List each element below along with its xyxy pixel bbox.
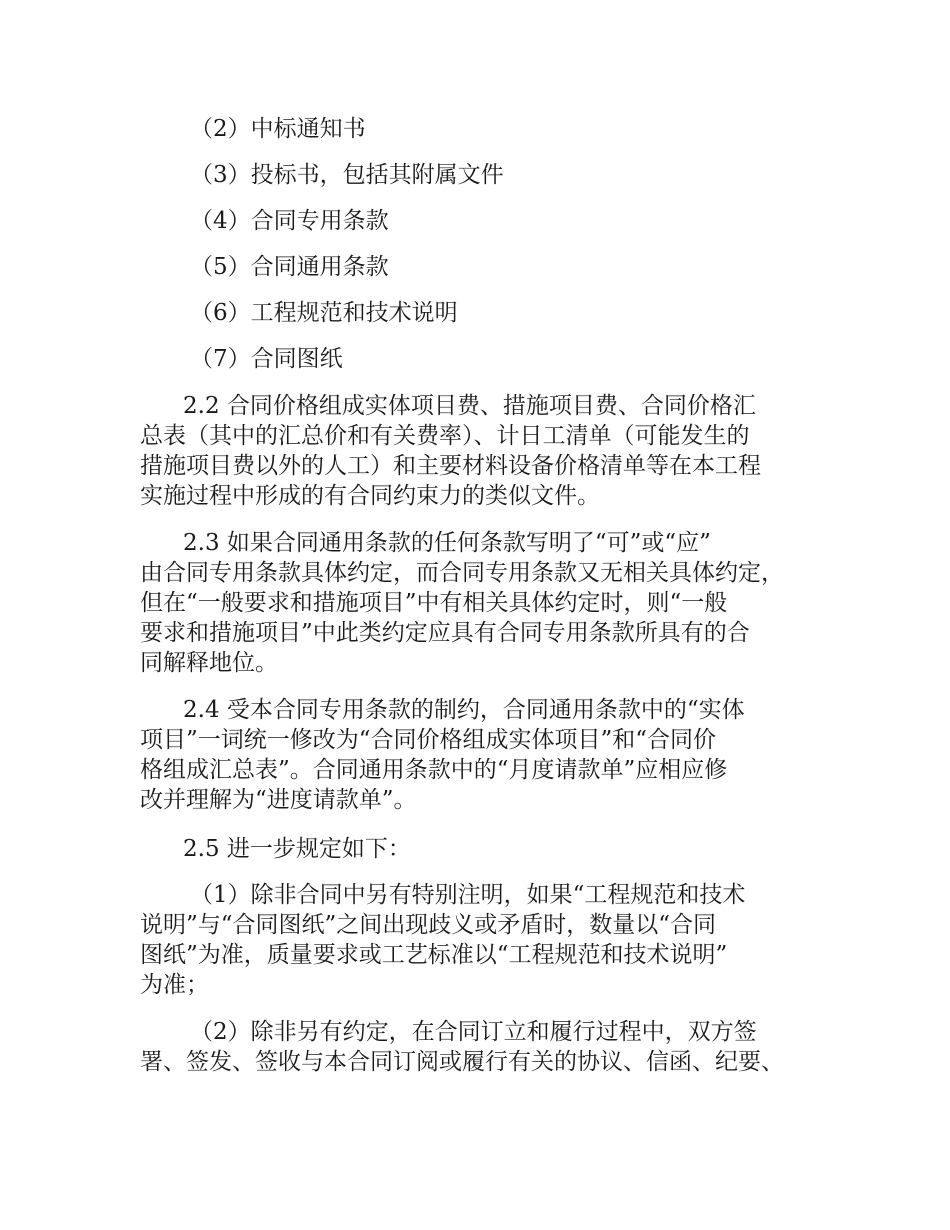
para-2-3-line-4: 要求和措施项目”中此类约定应具有合同专用条款所具有的合 (140, 620, 750, 646)
sub-2-line-2: 署、签发、签收与本合同订阅或履行有关的协议、信函、纪要、 (140, 1049, 784, 1075)
sub-1-line-1: （1）除非合同中另有特别注明，如果“工程规范和技术 (190, 882, 746, 908)
para-2-3-line-2: 由合同专用条款具体约定，而合同专用条款又无相关具体约定， (140, 560, 784, 586)
list-item-4: （4）合同专用条款 (190, 208, 389, 234)
para-2-3-line-5: 同解释地位。 (140, 650, 278, 676)
sub-1-line-4: 为准； (140, 972, 209, 998)
para-2-4-line-2: 项目”一词统一修改为“合同价格组成实体项目”和“合同价 (140, 727, 717, 753)
para-2-2-line-4: 实施过程中形成的有合同约束力的类似文件。 (140, 483, 600, 509)
list-item-3: （3）投标书，包括其附属文件 (190, 162, 504, 188)
para-2-4-line-4: 改并理解为“进度请款单”。 (140, 787, 417, 813)
sub-1-line-2: 说明”与“合同图纸”之间出现歧义或矛盾时，数量以“合同 (140, 912, 717, 938)
para-2-4-line-1: 2.4 受本合同专用条款的制约，合同通用条款中的“实体 (183, 697, 745, 723)
list-item-5: （5）合同通用条款 (190, 254, 389, 280)
sub-1-line-3: 图纸”为准，质量要求或工艺标准以“工程规范和技术说明” (140, 942, 728, 968)
para-2-2-line-3: 措施项目费以外的人工）和主要材料设备价格清单等在本工程 (140, 453, 761, 479)
list-item-2: （2）中标通知书 (190, 116, 366, 142)
para-2-3-line-1: 2.3 如果合同通用条款的任何条款写明了“可”或“应” (183, 530, 711, 556)
para-2-5: 2.5 进一步规定如下： (183, 836, 411, 862)
list-item-7: （7）合同图纸 (190, 346, 343, 372)
para-2-4-line-3: 格组成汇总表”。合同通用条款中的“月度请款单”应相应修 (140, 757, 728, 783)
sub-2-line-1: （2）除非另有约定，在合同订立和履行过程中，双方签 (190, 1019, 757, 1045)
para-2-2-line-1: 2.2 合同价格组成实体项目费、措施项目费、合同价格汇 (183, 393, 756, 419)
para-2-2-line-2: 总表（其中的汇总价和有关费率）、计日工清单（可能发生的 (140, 423, 750, 449)
list-item-6: （6）工程规范和技术说明 (190, 300, 458, 326)
para-2-3-line-3: 但在“一般要求和措施项目”中有相关具体约定时，则“一般 (140, 590, 728, 616)
